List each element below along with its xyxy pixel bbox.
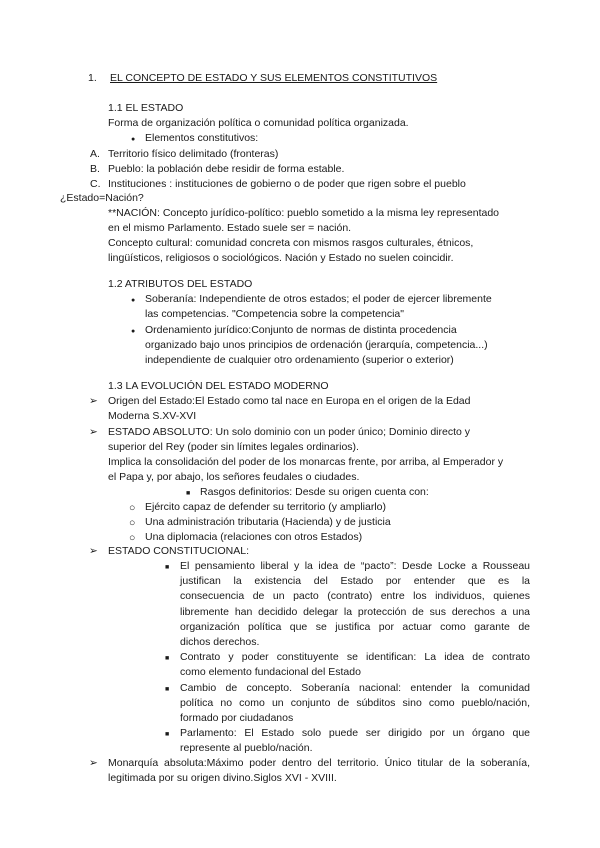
arrow-bullet-icon: ➢ [89, 395, 98, 407]
definition-text: Forma de organización política o comunidad política organizada. [108, 117, 409, 129]
square-item-cont: dichos derechos. [180, 636, 260, 648]
arrow-item-cont: superior del Rey (poder sin límites legales ordinarios). [108, 441, 359, 453]
arrow-item-cont: legitimada por su origen divino.Siglos XVI - XVIII. [108, 772, 337, 784]
bullet-item: Ordenamiento jurídico:Conjunto de normas de distinta procedencia [145, 324, 457, 336]
bullet-item: Elementos constitutivos: [145, 132, 259, 144]
arrow-item: ESTADO CONSTITUCIONAL: [108, 545, 249, 557]
question-text: ¿Estado=Nación? [60, 192, 144, 204]
list-marker: A. [90, 148, 100, 160]
square-item-cont: libremente han decidido delegar la protección de sus derechos a una [180, 605, 530, 618]
list-item: Pueblo: la población debe residir de forma estable. [108, 163, 345, 175]
arrow-item-cont: Implica la consolidación del poder de los monarcas frente, por arriba, al Emperador y [108, 456, 504, 468]
list-item: Territorio físico delimitado (fronteras) [108, 148, 279, 160]
square-bullet-icon: ■ [165, 655, 170, 662]
circle-bullet-item: Una administración tributaria (Hacienda) y de justicia [145, 516, 391, 528]
circle-bullet-icon: ○ [129, 532, 136, 544]
square-item-cont: consecuencia de un pacto (contrato) entre los individuos, quienes [180, 590, 530, 603]
document-title: EL CONCEPTO DE ESTADO Y SUS ELEMENTOS CONSTITUTIVOS [110, 72, 438, 84]
arrow-item: Origen del Estado:El Estado como tal nace en Europa en el origen de la Edad [108, 395, 471, 407]
arrow-item: Monarquía absoluta:Máximo poder dentro del territorio. Único titular de la soberanía, [108, 757, 530, 769]
list-item: Instituciones : instituciones de gobierno o de poder que rigen sobre el pueblo [108, 178, 466, 190]
circle-bullet-item: Una diplomacia (relaciones con otros Estados) [145, 531, 363, 543]
circle-bullet-icon: ○ [129, 502, 136, 514]
square-item-cont: formado por ciudadanos [180, 712, 294, 725]
bullet-item: Soberanía: Independiente de otros estados; el poder de ejercer libremente [145, 293, 492, 305]
list-marker: C. [90, 178, 101, 190]
square-item-cont: justifican la existencia del Estado por entender que es la [180, 575, 530, 588]
square-bullet-icon: ■ [165, 686, 170, 693]
square-bullet-icon: ■ [165, 564, 170, 571]
square-bullet-icon: ■ [165, 731, 170, 738]
square-item-cont: política no como un conjunto de súbditos sino como pueblo/nación, [180, 697, 530, 710]
arrow-item-cont: Moderna S.XV-XVI [108, 410, 197, 422]
section-heading-1-3: 1.3 LA EVOLUCIÓN DEL ESTADO MODERNO [108, 380, 329, 392]
square-bullet-item: Cambio de concepto. Soberanía nacional: entender la comunidad [180, 682, 530, 694]
square-bullet-item: Parlamento: El Estado solo puede ser dirigido por un órgano que [180, 727, 530, 739]
bullet-item-cont: las competencias. "Competencia sobre la competencia" [145, 308, 405, 320]
square-bullet-item: Contrato y poder constituyente se identifican: La idea de contrato [180, 651, 530, 663]
section-heading-1-2: 1.2 ATRIBUTOS DEL ESTADO [108, 278, 253, 290]
paragraph-line: en el mismo Parlamento. Estado suele ser = nación. [108, 222, 352, 234]
square-item-cont: represente al pueblo/nación. [180, 742, 313, 755]
circle-bullet-icon: ○ [129, 517, 136, 529]
arrow-bullet-icon: ➢ [89, 757, 98, 769]
arrow-bullet-icon: ➢ [89, 426, 98, 438]
arrow-bullet-icon: ➢ [89, 545, 98, 557]
bullet-icon: ● [131, 297, 136, 304]
circle-bullet-item: Ejército capaz de defender su territorio (y ampliarlo) [145, 501, 387, 513]
arrow-item: ESTADO ABSOLUTO: Un solo dominio con un poder único; Dominio directo y [108, 426, 471, 438]
square-bullet-item: El pensamiento liberal y la idea de “pacto”: Desde Locke a Rousseau [180, 560, 530, 572]
arrow-item-cont: el Papa y, por abajo, los señores feudales o ciudades. [108, 471, 360, 483]
bullet-icon: ● [131, 136, 136, 143]
paragraph-line: lingüísticos, religiosos o sociológicos. Nación y Estado no suelen coincidir. [108, 252, 454, 264]
paragraph-line: Concepto cultural: comunidad concreta con mismos rasgos culturales, étnicos, [108, 237, 474, 249]
bullet-icon: ● [131, 328, 136, 335]
list-marker: B. [90, 163, 100, 175]
square-item-cont: organización política que se justifica por actuar como garante de [180, 620, 530, 633]
paragraph-line: **NACIÓN: Concepto jurídico-político: pueblo sometido a la misma ley representado [108, 207, 500, 219]
section-number: 1. [88, 72, 97, 84]
bullet-item-cont: organizado bajo unos principios de ordenación (jerarquía, competencia...) [145, 339, 488, 351]
square-item-cont: como elemento fundacional del Estado [180, 666, 361, 679]
section-heading-1-1: 1.1 EL ESTADO [108, 102, 184, 114]
bullet-item-cont: independiente de cualquier otro ordenamiento (superior o exterior) [145, 354, 454, 366]
square-bullet-item: Rasgos definitorios: Desde su origen cuenta con: [200, 486, 429, 498]
square-bullet-icon: ■ [186, 490, 191, 497]
